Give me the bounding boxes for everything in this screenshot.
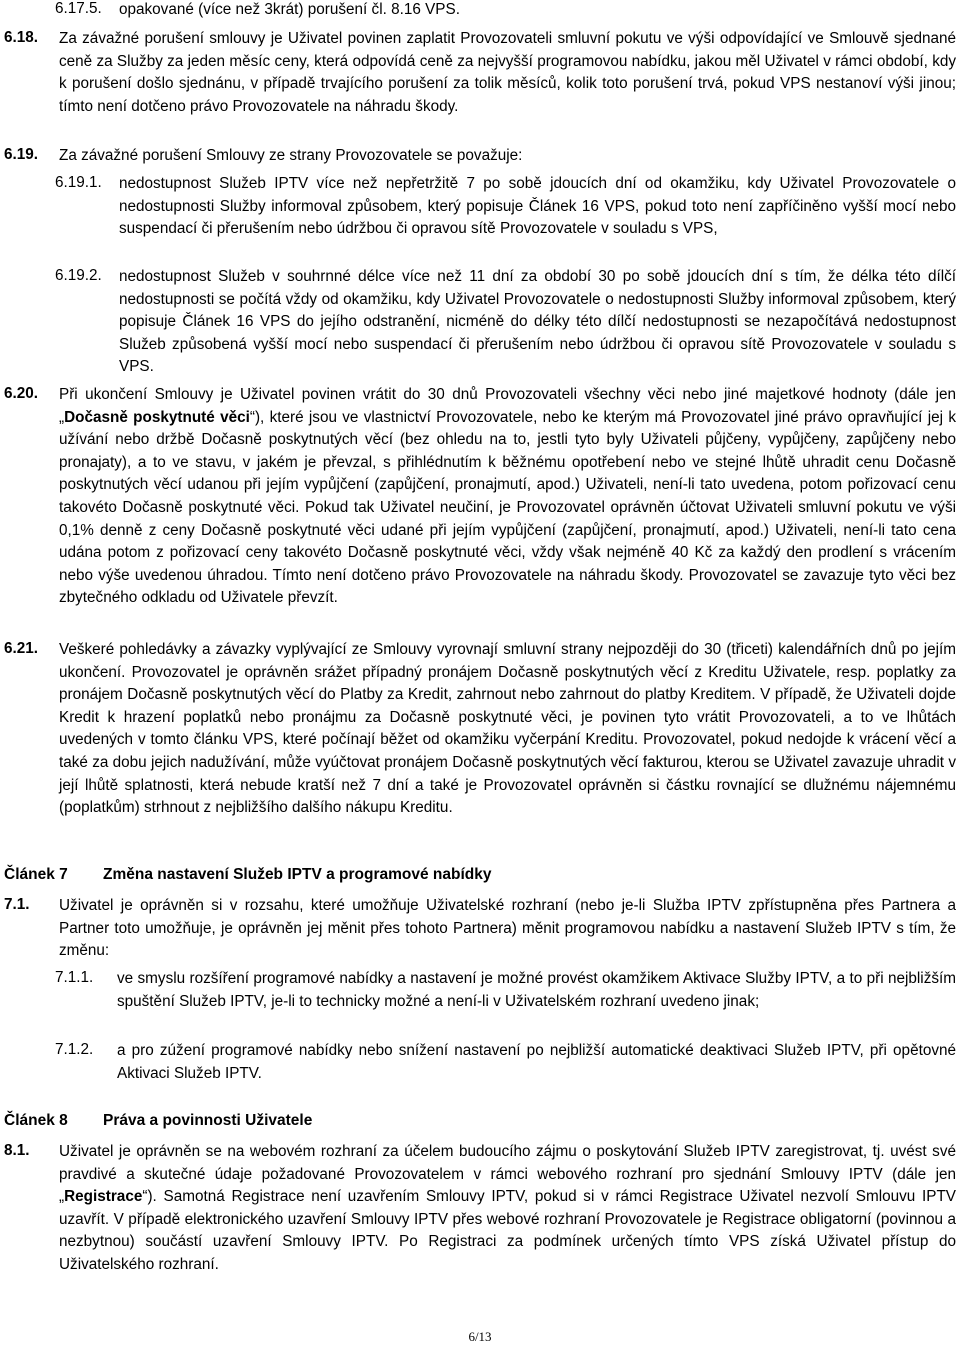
item-number: 6.18.	[4, 29, 39, 46]
item-number: 7.1.2.	[55, 1041, 94, 1058]
item-text: Za závažné porušení Smlouvy ze strany Provozovatele se považuje:	[59, 147, 523, 164]
article-title: Práva a povinnosti Uživatele	[103, 1112, 313, 1129]
defined-term: Registrace	[64, 1188, 143, 1206]
item-text: nedostupnost Služeb IPTV více než nepřetržitě 7 po sobě jdoucích dní od okamžiku, kdy Uživatel Provozovatele o nedostupnosti Služby informoval způsobem, který popisuje Článek 16 VPS, pokud toto není zapříčiněno vyšší mocí nebo suspendací či přerušením nebo údržbou či opravou sítě Provozovatele v souladu s VPS,	[119, 175, 956, 238]
article-title: Změna nastavení Služeb IPTV a programové nabídky	[103, 866, 492, 883]
page-number: 6/13	[468, 1329, 492, 1344]
text-part: Uživatel je oprávněn se na webovém rozhraní za účelem budoucího zájmu o poskytování Služeb IPTV zaregistrovat, tj. uvést své pravdivé a skutečné údaje požadované Provozovatelem v rámci webového rozhraní pro sjednání Smlouvy IPTV (dále jen „	[59, 1143, 956, 1206]
item-number: 6.19.	[4, 146, 39, 163]
item-text: nedostupnost Služeb v souhrnné délce více než 11 dní za období 30 po sobě jdoucích dní s tím, že délka této dílčí nedostupnosti se počítá vždy od okamžiku, kdy Uživatel Provozovatele o nedostupnosti Služby informoval způsobem, který popisuje Článek 16 VPS do jejího odstranění, nicméně do délky této dílčí nedostupnosti se nezapočítává nedostupnost Služeb způsobená vyšší mocí nebo suspendací či přerušením nebo údržbou či opravou sítě Provozovatele v souladu s VPS.	[119, 268, 956, 376]
item-text: Uživatel je oprávněn si v rozsahu, které umožňuje Uživatelské rozhraní (nebo je-li Služba IPTV zpřístupněna přes Partnera a Partner toto umožňuje, je oprávněn jej měnit přes tohoto Partnera) měnit programovou nabídku a nastavení Služeb IPTV s tím, že změnu:	[59, 897, 956, 960]
item-text	[59, 384, 956, 610]
item-text: Za závažné porušení smlouvy je Uživatel povinen zaplatit Provozovateli smluvní pokutu ve výši odpovídající ve Smlouvě sjednané ceně za Služby za jeden měsíc ceny, která odpovídá ceně za nejvyšší programovou nabídku, jakou měl Uživatel v rámci období, kdy k porušení došlo sjednánu, v případě trvajícího porušení za tolik měsíců, kolik toto porušení trvá, pokud VPS nestanoví výši jinou; tímto není dotčeno právo Provozovatele na náhradu škody.	[59, 30, 956, 115]
item-number: 7.1.	[4, 896, 30, 913]
item-text	[59, 1141, 956, 1277]
item-text: a pro zúžení programové nabídky nebo snížení nastavení po nejbližší automatické deaktivaci Služeb IPTV, při opětovné Aktivaci Služeb IPTV.	[117, 1042, 956, 1082]
item-text: opakované (více než 3krát) porušení čl. 8.16 VPS.	[119, 1, 460, 18]
defined-term: Dočasně poskytnuté věci	[64, 408, 250, 426]
text-part: Při ukončení Smlouvy je Uživatel povinen vrátit do 30 dnů Provozovateli všechny věci nebo jiné majetkové hodnoty (dále jen „	[59, 386, 956, 426]
item-text: ve smyslu rozšíření programové nabídky a nastavení je možné provést okamžikem Aktivace Služby IPTV, a to při nejbližším spuštění Služeb IPTV, je-li to technicky možné a není-li v Uživatelském rozhraní uvedeno jinak;	[117, 970, 956, 1010]
text-part: “). Samotná Registrace není uzavřením Smlouvy IPTV, pokud si v rámci Registrace Uživatel nezvolí Smlouvu IPTV uzavřít. V případě elektronického uzavření Smlouvy IPTV přes webové rozhraní Provozovatele je Registrace obligatorní (povinnou a nezbytnou) součástí uzavření Smlouvy IPTV. Po Registraci za podmínek určených tímto VPS získá Uživatel přístup do Uživatelského rozhraní.	[59, 1188, 956, 1273]
item-number: 6.17.5.	[55, 0, 102, 17]
item-text: Veškeré pohledávky a závazky vyplývající ze Smlouvy vyrovnají smluvní strany nejpozději do 30 (třiceti) kalendářních dnů po jejím ukončení. Provozovatel je oprávněn srážet případný pronájem Dočasně poskytnutých věcí z Kreditu Uživatele, resp. poplatky za pronájem Dočasně poskytnutých věcí do Platby za Kredit, zahrnout nebo zahrnout do platby Kreditem. V případě, že Uživateli dojde Kredit k hrazení poplatků nebo pronájmu za Dočasně poskytnuté věci, je povinen tyto vrátit Provozovateli, a to ve lhůtách uvedených v tomto článku VPS, které počínají běžet od okamžiku vyčerpání Kreditu. Provozovatel, pokud nedojde k vrácení věcí a také za dobu jejich nadužívání, může vyúčtovat pronájem Dočasně poskytnutých věcí fakturou, kterou se Uživatel zavazuje uhradit v její lhůtě splatnosti, která nebude kratší než 7 dní a také je Provozovatel oprávněn si částku rovnající se dlužnému nájemnému (poplatkům) strhnout z nejbližšího dalšího nákupu Kreditu.	[59, 641, 956, 817]
item-number: 6.20.	[4, 385, 39, 402]
text-part: “), které jsou ve vlastnictví Provozovatele, nebo ke kterým má Provozovatel jiné právo opravňující jej k užívání nebo držbě Dočasně poskytnutých věcí (bez ohledu na to, jestli tyto byly Uživateli půjčeny, vypůjčeny, zapůjčeny nebo pronajaty), a to ve stavu, v jakém je převzal, s přihlédnutím k běžnému opotřebení nebo ve stejné lhůtě uhradit cenu Dočasně poskytnutých věcí udanou při jejím vypůjčení (zapůjčení, pronajmutí, apod.) Uživateli, není-li tato uvedena, potom pořizovací cenu takovéto Dočasně poskytnuté věci. Pokud tak Uživatel neučiní, je Provozovatel oprávněn účtovat Uživateli smluvní pokutu ve výši 0,1% denně z ceny Dočasně poskytnuté věci udané při jejím vypůjčení (zapůjčení, pronajmutí, apod.) Uživateli, není-li tato cena udána potom z pořizovací ceny takovéto Dočasně poskytnuté věci, vždy však nejméně 40 Kč za každý den prodlení s vrácením nebo výše uvedenou úhradou. Tímto není dotčeno právo Provozovatele na náhradu škody. Provozovatel se zavazuje tyto věci bez zbytečného odkladu od Uživatele převzít.	[59, 408, 956, 607]
item-number: 6.19.1.	[55, 174, 102, 191]
article-label: Článek 7	[4, 866, 68, 883]
item-number: 8.1.	[4, 1142, 30, 1159]
item-number: 6.21.	[4, 640, 39, 657]
item-number: 6.19.2.	[55, 267, 102, 284]
article-label: Článek 8	[4, 1112, 68, 1129]
item-number: 7.1.1.	[55, 969, 94, 986]
